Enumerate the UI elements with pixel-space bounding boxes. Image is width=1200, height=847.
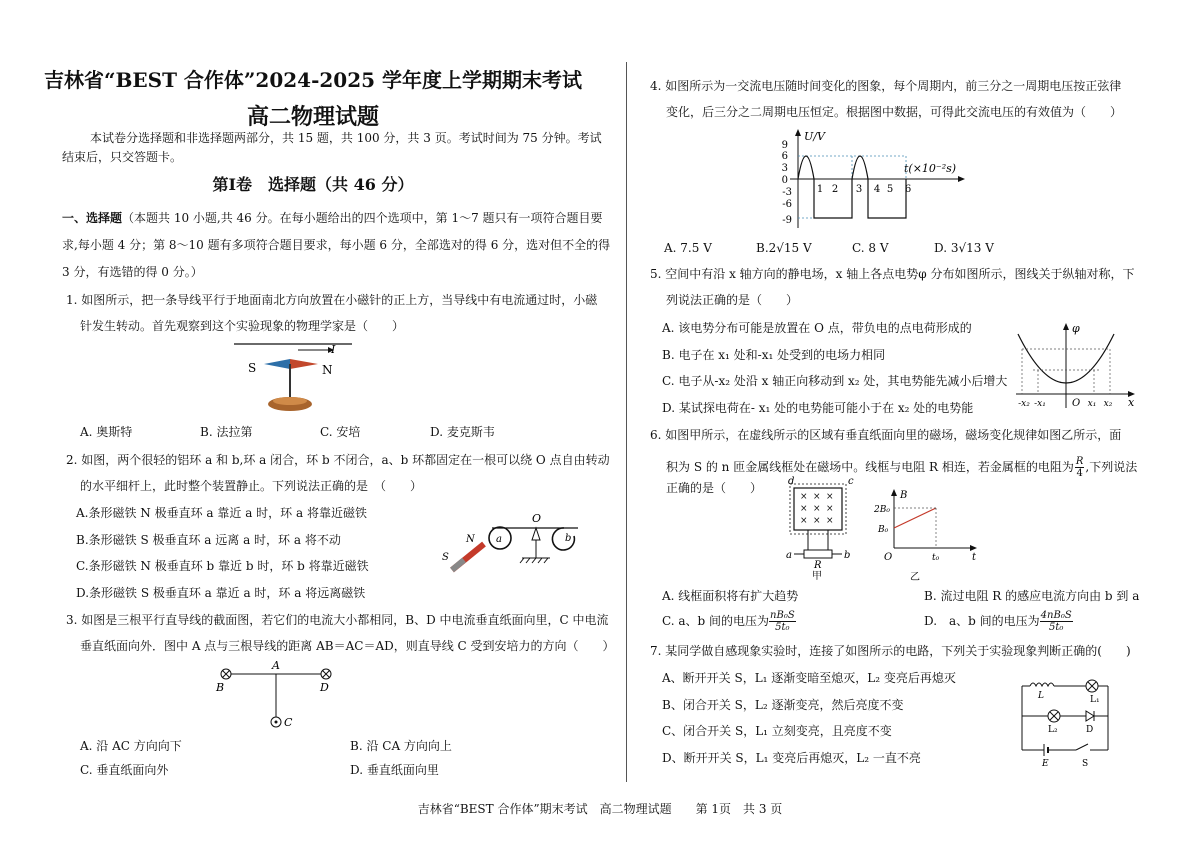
q1-stem-1: 1. 如图所示，把一条导线平行于地面南北方向放置在小磁针的正上方，当导线中有电流通过时，小磁 [66, 293, 598, 307]
q2-option-a: A.条形磁铁 N 极垂直环 a 靠近 a 时，环 a 将靠近磁铁 [76, 506, 367, 520]
q2-stem-2: 的水平细杆上，此时整个装置静止。下列说法正确的是 （ ） [80, 479, 423, 493]
q2-magnet-n-label: N [466, 534, 475, 545]
q6-resistance-fraction: $\frac{R}{4}$ [1075, 456, 1084, 479]
q3-stem-2: 垂直纸面向外．图中 A 点与三根导线的距离 AB＝AC＝AD，则直导线 C 受到安培力的方向（ ） [80, 639, 615, 653]
q6-option-b: B. 流过电阻 R 的感应电流方向由 b 到 a [924, 589, 1140, 603]
q5-x-label: x [1128, 396, 1135, 409]
svg-text:×: × [800, 516, 808, 526]
q7-option-b: B、闭合开关 S，L₂ 逐渐变亮，然后亮度不变 [662, 698, 904, 712]
q4-xtick-6: 6 [904, 184, 912, 195]
q2-figure [440, 510, 590, 580]
q6-graph-b0-label: B₀ [878, 525, 889, 535]
q3-option-a: A. 沿 AC 方向向下 [80, 739, 182, 753]
q6-graph-2b0-label: 2B₀ [874, 505, 890, 515]
q6-option-c: C. a、b 间的电压为 $\frac{\text{nB₀S}}{\text{5t₀}}$ [662, 610, 795, 633]
q4-option-a: A. 7.5 V [664, 241, 712, 255]
q5-tick-x1: x₁ [1087, 399, 1097, 409]
q6-graph-origin: O [884, 552, 893, 563]
q2-option-c: C.条形磁铁 N 极垂直环 b 靠近 b 时，环 b 将靠近磁铁 [76, 559, 369, 573]
q7-stem-1: 7. 某同学做自感现象实验时，连接了如图所示的电路，下列关于实验现象判断正确的( ) [650, 644, 1131, 658]
svg-text:×: × [813, 516, 821, 526]
q2-magnet-s-label: S [442, 552, 449, 563]
q5-option-b: B. 电子在 x₁ 处和-x₁ 处受到的电场力相同 [662, 348, 886, 362]
q6-stem-3: 正确的是（ ） [666, 481, 763, 495]
q6-option-d: D. a、b 间的电压为 $\frac{\text{4nB₀S}}{\text{5t₀}}$ [924, 610, 1072, 633]
q3-option-d: D. 垂直纸面向里 [350, 763, 439, 777]
q5-option-a: A. 该电势分布可能是放置在 O 点，带负电的点电荷形成的 [662, 321, 972, 335]
q4-xtick-1: 1 [816, 184, 824, 195]
q4-xtick-3: 3 [855, 184, 863, 195]
intro-line-1: 本试卷分选择题和非选择题两部分，共 15 题，共 100 分，共 3 页。考试时间为 75 分钟。考试 [90, 131, 602, 145]
q4-y-axis-label: U/V [804, 130, 825, 143]
q4-ytick-9: 9 [781, 140, 788, 151]
part1-instructions: 一、选择题（本题共 10 小题,共 46 分。在每小题给出的四个选项中，第 1～7 题只有一项符合题目要 [62, 211, 603, 225]
q1-s-label: S [248, 361, 257, 375]
q4-ytick-m3: -3 [782, 187, 792, 198]
q7-lamp1-label: L₁ [1090, 695, 1100, 705]
q6-stem-2: 积为 S 的 n 匝金属线框处在磁场中。线框与电阻 R 相连，若金属框的电阻为 $\frac{R}{4}$ ,下列说法 [666, 456, 1138, 479]
svg-text:×: × [813, 504, 821, 514]
q5-phi-label: φ [1072, 322, 1080, 335]
q4-option-c: C. 8 V [852, 241, 889, 255]
q4-stem-1: 4. 如图所示为一交流电压随时间变化的图象，每个周期内，前三分之一周期电压按正弦律 [650, 79, 1122, 93]
q4-ytick-6: 6 [781, 151, 788, 162]
q1-option-d: D. 麦克斯韦 [430, 425, 495, 439]
q5-option-d: D. 某试探电荷在- x₁ 处的电势能可能小于在 x₂ 处的电势能 [662, 401, 974, 415]
q1-n-label: N [322, 363, 333, 377]
page-footer: 吉林省“BEST 合作体”期末考试 高二物理试题 第 1页 共 3 页 [417, 802, 783, 816]
q1-option-b: B. 法拉第 [200, 425, 253, 439]
q2-ring-a-label: a [496, 534, 502, 545]
q6-graph-b-label: B [900, 490, 908, 501]
q2-option-d: D.条形磁铁 S 极垂直环 a 靠近 a 时，环 a 将远离磁铁 [76, 586, 366, 600]
exam-subtitle: 高二物理试题 [246, 104, 379, 130]
q3-wire-b-label: B [216, 681, 225, 694]
q1-figure [228, 338, 368, 418]
q5-tick-x2: x₂ [1103, 399, 1113, 409]
q4-xtick-2: 2 [831, 184, 839, 195]
q2-ring-b-label: b [565, 533, 572, 544]
q6-corner-c: c [848, 476, 854, 487]
q5-option-c: C. 电子从-x₂ 处沿 x 轴正向移动到 x₂ 处，其电势能先减小后增大 [662, 374, 1008, 388]
intro-line-2: 结束后，只交答题卡。 [62, 150, 183, 164]
q3-figure [210, 658, 340, 730]
q1-option-a: A. 奥斯特 [80, 425, 133, 439]
q3-wire-c-label: C [284, 716, 293, 729]
q4-xtick-4: 4 [873, 184, 881, 195]
svg-text:×: × [800, 504, 808, 514]
q7-option-c: C、闭合开关 S，L₁ 立刻变亮，且亮度不变 [662, 724, 892, 738]
q4-option-d: D. 3√13 V [934, 241, 994, 255]
q4-ytick-m6: -6 [782, 199, 792, 210]
q3-option-b: B. 沿 CA 方向向上 [350, 739, 452, 753]
q2-stem-1: 2. 如图，两个很轻的铝环 a 和 b,环 a 闭合，环 b 不闭合，a、b 环都固定在一根可以绕 O 点自由转动 [66, 453, 610, 467]
q4-xtick-5: 5 [886, 184, 894, 195]
q6-stem-1: 6. 如图甲所示，在虚线所示的区域有垂直纸面向里的磁场，磁场变化规律如图乙所示，面 [650, 428, 1122, 442]
q7-inductor-label: L [1038, 691, 1044, 701]
q5-origin-label: O [1072, 398, 1081, 409]
q7-switch-label: S [1082, 759, 1089, 769]
q1-current-label: I [331, 343, 336, 356]
q6-graph-t0-label: t₀ [932, 553, 940, 563]
q6-option-d-fraction: $\frac{\text{4nB₀S}}{\text{5t₀}}$ [1040, 610, 1072, 633]
q6-terminal-b: b [844, 550, 851, 561]
q4-graph [780, 128, 970, 234]
q3-option-c: C. 垂直纸面向外 [80, 763, 169, 777]
q7-option-a: A、断开开关 S，L₁ 逐渐变暗至熄灭，L₂ 变亮后再熄灭 [662, 671, 956, 685]
q6-corner-d: d [788, 476, 795, 487]
q4-x-axis-label: t(×10⁻²s) [904, 162, 957, 175]
q6-resistor-label: R [814, 560, 822, 571]
part1-heading: 一、选择题 [62, 211, 123, 225]
q5-tick-mx1: -x₁ [1034, 399, 1046, 409]
q6-terminal-a: a [786, 550, 792, 561]
q4-ytick-3: 3 [781, 163, 788, 174]
section-heading: 第Ⅰ卷 选择题（共 46 分） [212, 175, 414, 194]
q6-graph-yi [872, 488, 982, 582]
q2-option-b: B.条形磁铁 S 极垂直环 a 远离 a 时，环 a 将不动 [76, 533, 341, 547]
svg-text:×: × [826, 492, 834, 502]
q3-wire-d-label: D [320, 681, 329, 694]
q7-option-d: D、断开开关 S，L₁ 变亮后再熄灭，L₂ 一直不亮 [662, 751, 921, 765]
svg-text:×: × [826, 516, 834, 526]
column-divider [626, 62, 627, 782]
q4-stem-2: 变化，后三分之二周期电压恒定。根据图中数据，可得此交流电压的有效值为（ ） [666, 105, 1123, 119]
q6-fig-jia-label: 甲 [812, 571, 822, 582]
q1-option-c: C. 安培 [320, 425, 361, 439]
q4-option-b: B.2√15 V [756, 241, 812, 255]
q3-point-a-label: A [272, 659, 280, 672]
part1-line-2: 求,每小题 4 分；第 8～10 题有多项符合题目要求，每小题 6 分，全部选对的得 6 分，选对但不全的得 [62, 238, 611, 252]
q2-pivot-label: O [532, 512, 542, 525]
part1-line-3: 3 分，有选错的得 0 分。） [62, 265, 203, 279]
q6-fig-yi-label: 乙 [910, 572, 920, 583]
q5-graph [1010, 322, 1140, 412]
q7-circuit [1014, 674, 1114, 770]
q4-ytick-m9: -9 [782, 215, 792, 226]
q7-battery-label: E [1042, 759, 1049, 769]
q7-diode-label: D [1086, 725, 1094, 735]
q5-tick-mx2: -x₂ [1018, 399, 1030, 409]
q6-option-a: A. 线框面积将有扩大趋势 [662, 589, 799, 603]
q3-stem-1: 3. 如图是三根平行直导线的截面图，若它们的电流大小都相同，B、D 中电流垂直纸面向里，C 中电流 [66, 613, 609, 627]
q1-stem-2: 针发生转动。首先观察到这个实验现象的物理学家是（ ） [80, 319, 405, 333]
svg-text:×: × [800, 492, 808, 502]
svg-text:×: × [826, 504, 834, 514]
q5-stem-2: 列说法正确的是（ ） [666, 293, 799, 307]
exam-title: 吉林省“BEST 合作体”2024-2025 学年度上学期期末考试 [43, 68, 583, 92]
q4-ytick-0: 0 [781, 175, 788, 186]
svg-text:×: × [813, 492, 821, 502]
q6-option-c-fraction: $\frac{\text{nB₀S}}{\text{5t₀}}$ [770, 610, 795, 633]
q6-figure-jia [780, 476, 860, 582]
q5-stem-1: 5. 空间中有沿 x 轴方向的静电场，x 轴上各点电势φ 分布如图所示，图线关于纵轴对称，下 [650, 267, 1135, 281]
q7-lamp2-label: L₂ [1048, 725, 1058, 735]
q6-graph-t-label: t [972, 552, 977, 563]
